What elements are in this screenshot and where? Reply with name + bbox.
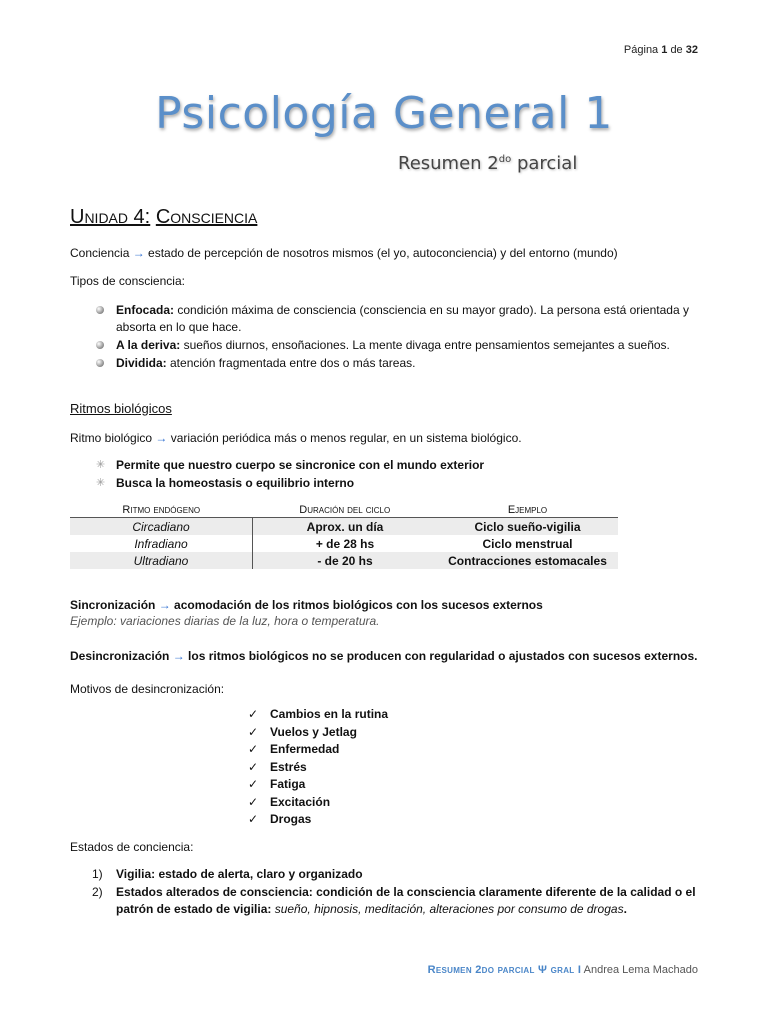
table-row: Ultradiano - de 20 hs Contracciones estomacales: [70, 552, 618, 569]
list-item: ✳ Permite que nuestro cuerpo se sincronice con el mundo exterior: [96, 458, 485, 472]
footer-author: Andrea Lema Machado: [583, 964, 698, 976]
table-row: Infradiano + de 28 hs Ciclo menstrual: [134, 536, 573, 551]
table-row: Circadiano Aprox. un día Ciclo sueño-vigilia: [70, 518, 618, 536]
ritmo-definition: Ritmo biológico → variación periódica más o menos regular, en un sistema biológico.: [70, 431, 522, 445]
list-item: A la deriva: sueños diurnos, ensoñaciones. La mente divaga entre pensamientos semejantes a sueños.: [96, 337, 696, 354]
check-icon: ✓: [248, 812, 259, 826]
check-icon: ✓: [248, 794, 259, 809]
page-footer: [428, 964, 698, 976]
ritmos-heading: Ritmos biológicos: [70, 401, 172, 416]
list-item: ✓ Fatiga: [248, 776, 388, 794]
arrow-icon: →: [132, 246, 145, 260]
footer-doc-name: Resumen 2do parcial Ψ gral I: [427, 964, 582, 976]
list-item: Enfocada: condición máxima de consciencia (consciencia en su mayor grado). La persona está orientada y absorta en lo que hace.: [96, 302, 696, 336]
sparkle-bullet-icon: ✳: [96, 459, 106, 471]
check-icon: ✓: [248, 742, 259, 756]
tipos-list: [96, 302, 696, 373]
unit-name: Consciencia: [155, 206, 258, 228]
bullet-icon: [96, 306, 104, 314]
list-item: ✓ Cambios en la rutina: [248, 706, 388, 724]
conciencia-definition: Conciencia → estado de percepción de nosotros mismos (el yo, autoconciencia) y del entorno (mundo): [70, 246, 618, 260]
arrow-icon: →: [158, 598, 171, 612]
list-item: ✓ Vuelos y Jetlag: [248, 724, 388, 742]
sincronizacion-example: Ejemplo: variaciones diarias de la luz, hora o temperatura.: [70, 614, 380, 628]
current-page: 1: [661, 44, 668, 56]
ritmos-bullets: [96, 457, 696, 493]
check-icon: ✓: [248, 759, 259, 774]
arrow-icon: →: [155, 431, 168, 445]
motivos-heading: Motivos de desincronización:: [70, 682, 225, 696]
column-header: Ejemplo: [437, 503, 618, 518]
list-item: ✓ Drogas: [248, 811, 388, 829]
unit-heading: [70, 206, 257, 229]
list-item: Dividida: atención fragmentada entre dos o más tareas.: [96, 355, 696, 372]
list-item: 1) Vigilia: estado de alerta, claro y organizado: [92, 867, 363, 881]
page-number: Página 1 de 32: [623, 44, 698, 56]
bullet-icon: [96, 341, 104, 349]
estados-list: [92, 866, 702, 919]
sparkle-bullet-icon: ✳: [96, 477, 106, 489]
sincronizacion-definition: Sincronización → acomodación de los ritmos biológicos con los sucesos externos: [70, 598, 543, 612]
column-header: Ritmo endógeno: [70, 503, 253, 518]
motivos-list: [248, 706, 388, 829]
check-icon: ✓: [248, 777, 259, 791]
document-subtitle: Resumen $2^{do}$ parcial: [398, 153, 578, 174]
check-icon: ✓: [248, 707, 259, 721]
estados-heading: Estados de conciencia:: [70, 840, 194, 854]
list-item: 2) Estados alterados de consciencia: condición de la consciencia claramente diferente de la calidad o el patrón de estado de vigilia: sueño, hipnosis, meditación, alteraciones por consumo de drogas.: [92, 885, 696, 916]
total-pages: 32: [685, 44, 698, 56]
list-item: ✓ Excitación: [248, 794, 388, 812]
table-header-row: [70, 503, 618, 518]
desincronizacion-definition: Desincronización → los ritmos biológicos no se producen con regularidad o ajustados con sucesos externos.: [70, 649, 698, 663]
bullet-icon: [96, 359, 104, 367]
unit-label: Unidad 4:: [70, 206, 151, 228]
column-header: Duración del ciclo: [253, 503, 438, 518]
arrow-icon: →: [172, 649, 185, 663]
list-item: ✳ Busca la homeostasis o equilibrio interno: [96, 476, 355, 490]
rhythm-table: [70, 503, 618, 569]
check-icon: ✓: [248, 724, 259, 739]
list-item: ✓ Enfermedad: [248, 741, 388, 759]
list-item: ✓ Estrés: [248, 759, 388, 777]
tipos-heading: Tipos de consciencia:: [70, 274, 185, 288]
document-title: Psicología General 1: [155, 88, 613, 139]
